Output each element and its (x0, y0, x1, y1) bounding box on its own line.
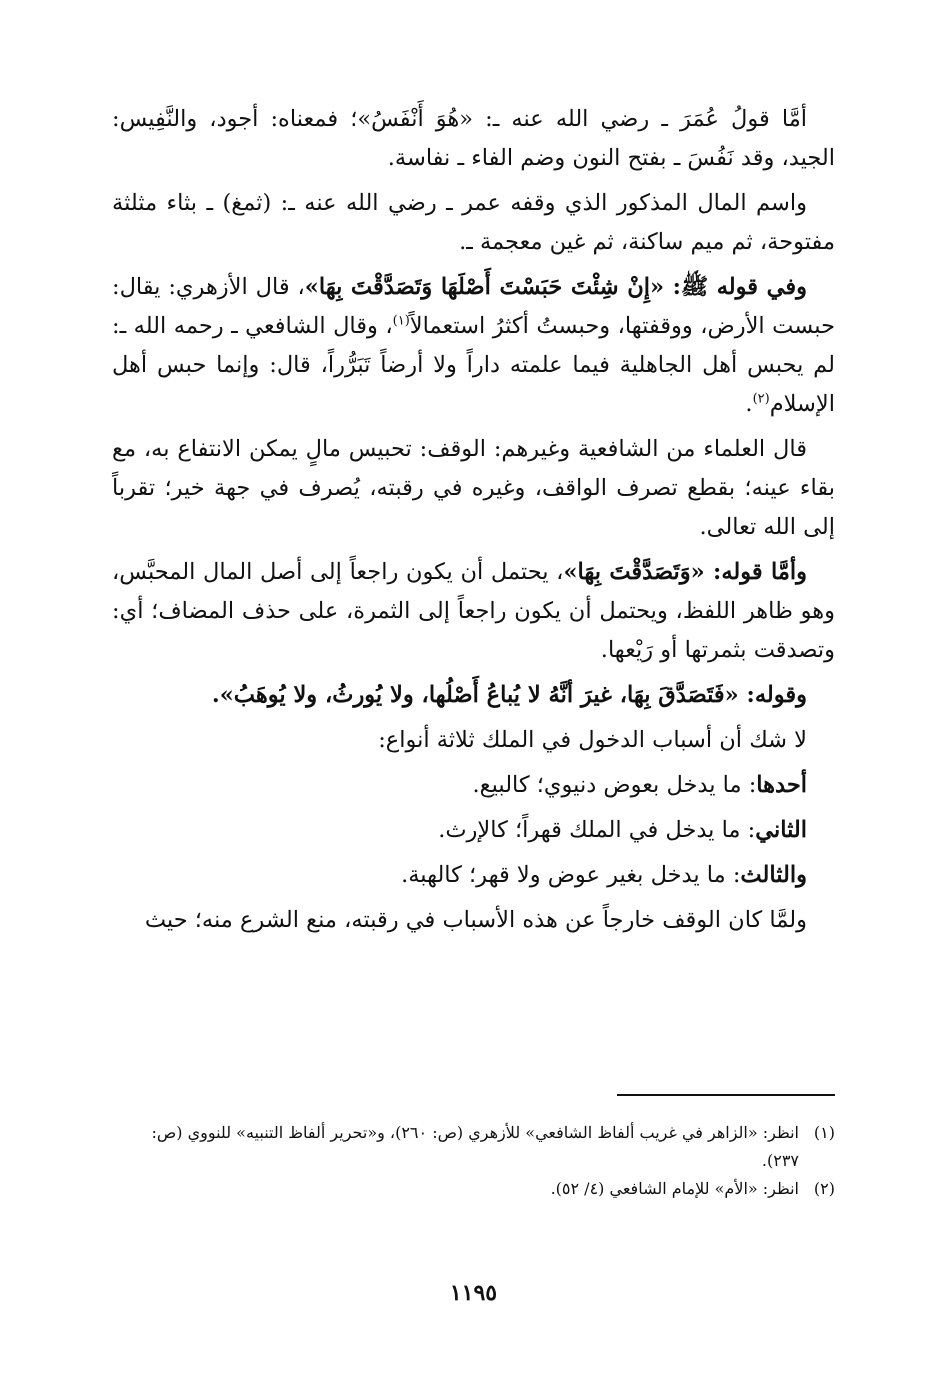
footnote (112, 1119, 835, 1175)
text-run: ، قال الأزهري: يقال: حبست الأرض، ووقفتها، وحبستُ أكثرُ استعمالاً (112, 274, 836, 339)
paragraph (112, 268, 835, 424)
text-run: أمَّا قولُ عُمَرَ ـ رضي الله عنه ـ: «هُوَ أَنْفَسُ»؛ فمعناه: أجود، والنَّفِيس: الجيد، وقد نَفُسَ ـ بفتح النون وضم الفاء ـ نفاسة. (112, 106, 835, 171)
text-run: وقوله: «فَتَصَدَّقَ بِهَا، غيرَ أنَّهُ لا يُباعُ أَصْلُها، ولا يُورثُ، ولا يُوهَبُ». (211, 682, 807, 708)
footnote (112, 1175, 835, 1203)
footnote-number: (١) (813, 1123, 835, 1142)
text-run: ، وقال الشافعي ـ رحمه الله ـ: لم يحبس أهل الجاهلية فيما علمته داراً ولا أرضاً تَبَرُّراً، قال: وإنما حبس أهل الإسلام (112, 313, 835, 417)
text-run: : ما يدخل بغير عوض ولا قهر؛ كالهبة. (401, 862, 741, 888)
footnote-number: (٢) (813, 1179, 835, 1198)
paragraph (112, 430, 835, 547)
text-run: قال العلماء من الشافعية وغيرهم: الوقف: تحبيس مالٍ يمكن الانتفاع به، مع بقاء عينه؛ بقطع تصرف الواقف، وغيره في رقبته، يُصرف في جهة خير؛ تقرباً إلى الله تعالى. (112, 436, 835, 540)
paragraph (112, 856, 835, 895)
text-run: ولمَّا كان الوقف خارجاً عن هذه الأسباب في رقبته، منع الشرع منه؛ حيث (144, 907, 807, 933)
paragraph (112, 553, 835, 670)
paragraph (112, 184, 835, 262)
footnote-ref: (٢) (752, 391, 770, 407)
text-run: ، يحتمل أن يكون راجعاً إلى أصل المال المحبَّس، وهو ظاهر اللفظ، ويحتمل أن يكون راجعاً إلى الثمرة، على حذف المضاف؛ أي: وتصدقت بثمرتها أو رَيْعها. (112, 559, 835, 663)
paragraph (112, 901, 835, 940)
text-run: الثاني (755, 817, 807, 843)
text-run: : ما يدخل بعوض دنيوي؛ كالبيع. (472, 772, 757, 798)
footnotes (112, 1119, 835, 1203)
footnote-separator (617, 1094, 835, 1096)
text-run: . (745, 391, 753, 417)
paragraph (112, 811, 835, 850)
page-number: ١١٩٥ (449, 1280, 498, 1306)
text-run: وفي قوله ﷺ: «إِنْ شِئْتَ حَبَسْتَ أَصْلَهَا وَتَصَدَّقْتَ بِهَا» (304, 274, 807, 300)
text-run: والثالث (740, 862, 807, 888)
footnote-ref: (١) (392, 313, 410, 329)
paragraph (112, 766, 835, 805)
paragraph (112, 721, 835, 760)
text-run: واسم المال المذكور الذي وقفه عمر ـ رضي الله عنه ـ: (ثمغ) ـ بثاء مثلثة مفتوحة، ثم ميم ساكنة، ثم غين معجمة ـ. (112, 190, 835, 255)
text-run: أحدها (756, 772, 807, 798)
main-text (112, 100, 835, 946)
footnote-text: انظر: «الزاهر في غريب ألفاظ الشافعي» للأزهري (ص: ٢٦٠)، و«تحرير ألفاظ التنبيه» للنووي (ص: ٢٣٧). (151, 1123, 799, 1170)
text-run: لا شك أن أسباب الدخول في الملك ثلاثة أنواع: (378, 727, 807, 753)
paragraph (112, 100, 835, 178)
paragraph (112, 676, 835, 715)
text-run: وأمَّا قوله: «وَتَصَدَّقْتَ بِهَا» (563, 559, 807, 585)
footnote-text: انظر: «الأم» للإمام الشافعي (٤/ ٥٢). (550, 1179, 799, 1198)
text-run: : ما يدخل في الملك قهراً؛ كالإرث. (438, 817, 756, 843)
